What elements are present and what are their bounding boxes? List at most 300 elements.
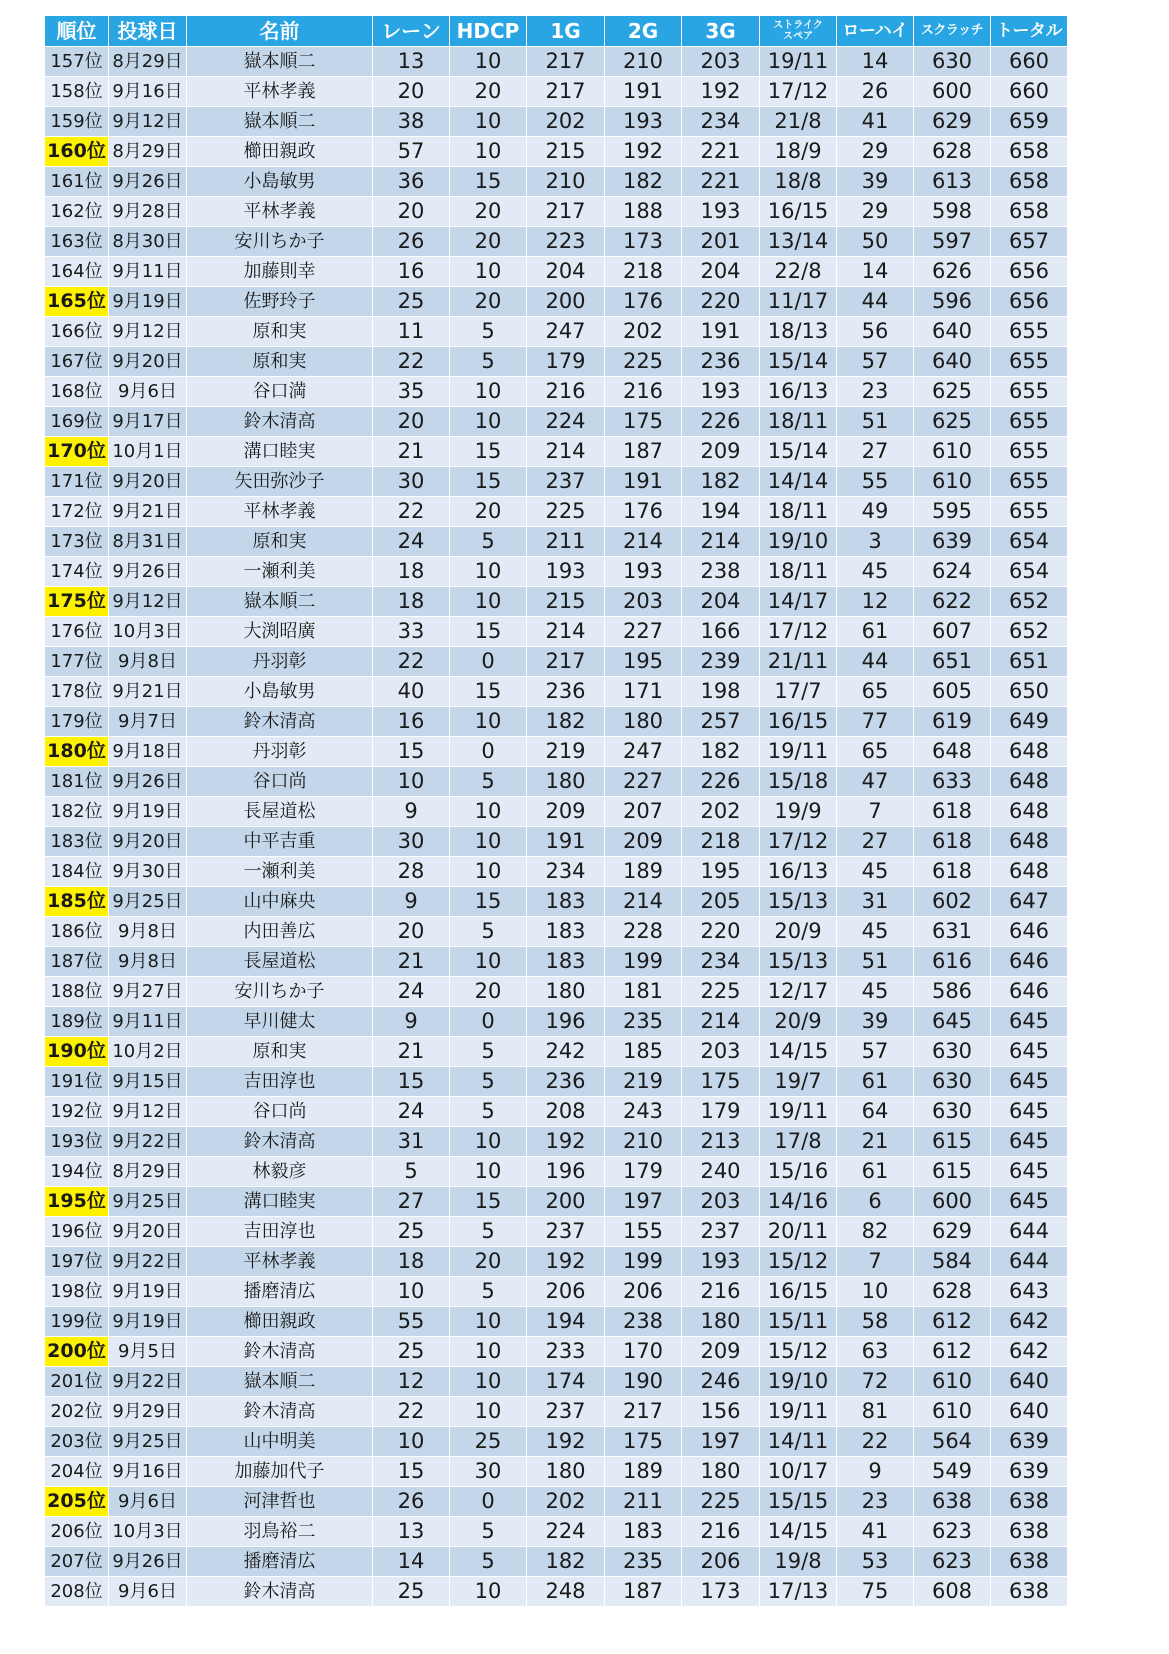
cell-rank: 158位 (45, 77, 109, 107)
table-row (45, 497, 1068, 527)
cell-game1: 225 (527, 497, 605, 527)
cell-game1: 202 (527, 1487, 605, 1517)
cell-scratch: 633 (914, 767, 991, 797)
cell-lane: 31 (373, 1127, 450, 1157)
cell-total: 656 (991, 257, 1068, 287)
cell-lane: 26 (373, 227, 450, 257)
table-row (45, 1577, 1068, 1607)
cell-game2: 210 (605, 1127, 682, 1157)
cell-date: 9月12日 (109, 317, 187, 347)
cell-scratch: 626 (914, 257, 991, 287)
cell-game1: 196 (527, 1157, 605, 1187)
header-hdcp: HDCP (450, 16, 527, 47)
cell-rank: 200位 (45, 1337, 109, 1367)
cell-lane: 33 (373, 617, 450, 647)
cell-hdcp: 20 (450, 1247, 527, 1277)
cell-date: 9月28日 (109, 197, 187, 227)
table-row (45, 857, 1068, 887)
cell-low-high: 21 (837, 1127, 914, 1157)
cell-game2: 175 (605, 407, 682, 437)
cell-date: 9月17日 (109, 407, 187, 437)
cell-name: 一瀬利美 (187, 857, 373, 887)
table-row (45, 317, 1068, 347)
cell-scratch: 584 (914, 1247, 991, 1277)
cell-lane: 11 (373, 317, 450, 347)
cell-rank: 172位 (45, 497, 109, 527)
cell-strike-spare: 13/14 (760, 227, 837, 257)
table-row (45, 1457, 1068, 1487)
cell-low-high: 22 (837, 1427, 914, 1457)
cell-total: 655 (991, 497, 1068, 527)
table-row (45, 197, 1068, 227)
cell-game1: 194 (527, 1307, 605, 1337)
cell-hdcp: 10 (450, 587, 527, 617)
cell-lane: 21 (373, 1037, 450, 1067)
cell-low-high: 56 (837, 317, 914, 347)
cell-strike-spare: 14/17 (760, 587, 837, 617)
cell-strike-spare: 18/13 (760, 317, 837, 347)
cell-name: 長屋道松 (187, 947, 373, 977)
cell-name: 平林孝義 (187, 1247, 373, 1277)
cell-strike-spare: 16/15 (760, 707, 837, 737)
table-row (45, 1217, 1068, 1247)
table-row (45, 917, 1068, 947)
cell-low-high: 72 (837, 1367, 914, 1397)
cell-low-high: 57 (837, 1037, 914, 1067)
cell-scratch: 624 (914, 557, 991, 587)
cell-strike-spare: 15/14 (760, 437, 837, 467)
cell-rank: 190位 (45, 1037, 109, 1067)
table-row (45, 1097, 1068, 1127)
cell-date: 9月19日 (109, 287, 187, 317)
cell-scratch: 623 (914, 1517, 991, 1547)
cell-game2: 225 (605, 347, 682, 377)
cell-game2: 247 (605, 737, 682, 767)
cell-game2: 210 (605, 47, 682, 77)
cell-game2: 190 (605, 1367, 682, 1397)
cell-low-high: 45 (837, 557, 914, 587)
cell-game2: 211 (605, 1487, 682, 1517)
cell-rank: 162位 (45, 197, 109, 227)
cell-scratch: 608 (914, 1577, 991, 1607)
table-row (45, 1397, 1068, 1427)
cell-lane: 26 (373, 1487, 450, 1517)
cell-game1: 219 (527, 737, 605, 767)
cell-scratch: 629 (914, 107, 991, 137)
cell-low-high: 3 (837, 527, 914, 557)
cell-game1: 237 (527, 467, 605, 497)
cell-game1: 216 (527, 377, 605, 407)
cell-low-high: 23 (837, 377, 914, 407)
cell-total: 649 (991, 707, 1068, 737)
cell-game1: 208 (527, 1097, 605, 1127)
cell-name: 平林孝義 (187, 197, 373, 227)
cell-lane: 25 (373, 1577, 450, 1607)
cell-scratch: 615 (914, 1127, 991, 1157)
cell-strike-spare: 19/11 (760, 1397, 837, 1427)
cell-game2: 214 (605, 887, 682, 917)
cell-name: 平林孝義 (187, 497, 373, 527)
cell-low-high: 63 (837, 1337, 914, 1367)
cell-date: 9月20日 (109, 1217, 187, 1247)
cell-game3: 214 (682, 527, 760, 557)
cell-scratch: 616 (914, 947, 991, 977)
cell-name: 吉田淳也 (187, 1217, 373, 1247)
table-row (45, 1007, 1068, 1037)
table-row (45, 887, 1068, 917)
cell-name: 嶽本順二 (187, 47, 373, 77)
cell-low-high: 61 (837, 1157, 914, 1187)
cell-strike-spare: 19/7 (760, 1067, 837, 1097)
cell-scratch: 638 (914, 1487, 991, 1517)
cell-rank: 206位 (45, 1517, 109, 1547)
cell-game3: 240 (682, 1157, 760, 1187)
table-row (45, 797, 1068, 827)
cell-hdcp: 10 (450, 827, 527, 857)
cell-hdcp: 10 (450, 1337, 527, 1367)
cell-name: 櫛田親政 (187, 1307, 373, 1337)
cell-rank: 193位 (45, 1127, 109, 1157)
cell-game2: 171 (605, 677, 682, 707)
cell-rank: 194位 (45, 1157, 109, 1187)
cell-hdcp: 10 (450, 1307, 527, 1337)
cell-rank: 163位 (45, 227, 109, 257)
cell-scratch: 640 (914, 347, 991, 377)
cell-total: 655 (991, 407, 1068, 437)
cell-low-high: 29 (837, 197, 914, 227)
cell-game1: 217 (527, 47, 605, 77)
cell-game1: 200 (527, 1187, 605, 1217)
header-scratch: スクラッチ (914, 16, 991, 47)
cell-low-high: 53 (837, 1547, 914, 1577)
cell-total: 639 (991, 1457, 1068, 1487)
cell-strike-spare: 17/12 (760, 617, 837, 647)
cell-strike-spare: 19/9 (760, 797, 837, 827)
cell-game2: 206 (605, 1277, 682, 1307)
cell-game1: 182 (527, 1547, 605, 1577)
cell-lane: 22 (373, 347, 450, 377)
cell-scratch: 613 (914, 167, 991, 197)
cell-game3: 236 (682, 347, 760, 377)
cell-scratch: 630 (914, 1097, 991, 1127)
cell-rank: 177位 (45, 647, 109, 677)
cell-game1: 179 (527, 347, 605, 377)
cell-game3: 191 (682, 317, 760, 347)
cell-game1: 196 (527, 1007, 605, 1037)
table-row (45, 767, 1068, 797)
cell-hdcp: 5 (450, 1067, 527, 1097)
cell-strike-spare: 14/11 (760, 1427, 837, 1457)
header-game1: 1G (527, 16, 605, 47)
cell-lane: 24 (373, 977, 450, 1007)
cell-game1: 214 (527, 437, 605, 467)
cell-scratch: 630 (914, 1067, 991, 1097)
cell-lane: 24 (373, 527, 450, 557)
cell-game1: 215 (527, 587, 605, 617)
cell-low-high: 27 (837, 437, 914, 467)
cell-scratch: 625 (914, 407, 991, 437)
cell-game1: 248 (527, 1577, 605, 1607)
cell-scratch: 610 (914, 1367, 991, 1397)
cell-strike-spare: 18/8 (760, 167, 837, 197)
cell-hdcp: 10 (450, 377, 527, 407)
cell-hdcp: 0 (450, 1007, 527, 1037)
cell-lane: 22 (373, 647, 450, 677)
cell-lane: 30 (373, 467, 450, 497)
cell-strike-spare: 17/12 (760, 827, 837, 857)
cell-name: 山中明美 (187, 1427, 373, 1457)
cell-scratch: 625 (914, 377, 991, 407)
cell-game3: 220 (682, 917, 760, 947)
cell-hdcp: 10 (450, 857, 527, 887)
cell-game3: 203 (682, 1187, 760, 1217)
cell-game3: 216 (682, 1277, 760, 1307)
cell-name: 内田善広 (187, 917, 373, 947)
cell-hdcp: 10 (450, 1397, 527, 1427)
table-row (45, 437, 1068, 467)
cell-date: 9月11日 (109, 257, 187, 287)
cell-game2: 189 (605, 857, 682, 887)
cell-hdcp: 20 (450, 497, 527, 527)
cell-lane: 40 (373, 677, 450, 707)
cell-hdcp: 15 (450, 167, 527, 197)
cell-game3: 180 (682, 1307, 760, 1337)
cell-lane: 57 (373, 137, 450, 167)
cell-game2: 227 (605, 617, 682, 647)
cell-name: 播磨清広 (187, 1277, 373, 1307)
cell-game3: 213 (682, 1127, 760, 1157)
cell-game2: 155 (605, 1217, 682, 1247)
cell-date: 8月29日 (109, 47, 187, 77)
cell-game3: 204 (682, 257, 760, 287)
cell-total: 655 (991, 317, 1068, 347)
cell-total: 638 (991, 1517, 1068, 1547)
cell-game3: 194 (682, 497, 760, 527)
cell-game3: 209 (682, 1337, 760, 1367)
cell-name: 鈴木清高 (187, 1337, 373, 1367)
cell-strike-spare: 19/10 (760, 1367, 837, 1397)
cell-low-high: 45 (837, 977, 914, 1007)
cell-lane: 15 (373, 737, 450, 767)
cell-rank: 166位 (45, 317, 109, 347)
cell-name: 一瀬利美 (187, 557, 373, 587)
cell-game3: 221 (682, 167, 760, 197)
cell-date: 9月16日 (109, 1457, 187, 1487)
cell-game2: 191 (605, 77, 682, 107)
cell-name: 中平吉重 (187, 827, 373, 857)
cell-strike-spare: 17/8 (760, 1127, 837, 1157)
cell-game2: 219 (605, 1067, 682, 1097)
cell-scratch: 628 (914, 137, 991, 167)
cell-scratch: 610 (914, 1397, 991, 1427)
cell-name: 原和実 (187, 1037, 373, 1067)
cell-date: 8月31日 (109, 527, 187, 557)
cell-game1: 204 (527, 257, 605, 287)
cell-low-high: 49 (837, 497, 914, 527)
cell-game2: 216 (605, 377, 682, 407)
cell-low-high: 65 (837, 737, 914, 767)
cell-scratch: 619 (914, 707, 991, 737)
cell-scratch: 639 (914, 527, 991, 557)
cell-strike-spare: 19/11 (760, 47, 837, 77)
cell-scratch: 596 (914, 287, 991, 317)
cell-low-high: 47 (837, 767, 914, 797)
cell-strike-spare: 16/13 (760, 377, 837, 407)
cell-low-high: 12 (837, 587, 914, 617)
cell-hdcp: 15 (450, 467, 527, 497)
cell-rank: 164位 (45, 257, 109, 287)
cell-scratch: 630 (914, 47, 991, 77)
cell-lane: 27 (373, 1187, 450, 1217)
table-row (45, 1307, 1068, 1337)
cell-date: 10月1日 (109, 437, 187, 467)
cell-hdcp: 30 (450, 1457, 527, 1487)
cell-rank: 160位 (45, 137, 109, 167)
cell-name: 原和実 (187, 317, 373, 347)
table-row (45, 827, 1068, 857)
cell-date: 10月3日 (109, 1517, 187, 1547)
cell-hdcp: 25 (450, 1427, 527, 1457)
cell-total: 647 (991, 887, 1068, 917)
cell-hdcp: 0 (450, 737, 527, 767)
cell-date: 9月7日 (109, 707, 187, 737)
cell-low-high: 41 (837, 1517, 914, 1547)
cell-total: 645 (991, 1067, 1068, 1097)
cell-game3: 214 (682, 1007, 760, 1037)
cell-scratch: 618 (914, 857, 991, 887)
cell-rank: 185位 (45, 887, 109, 917)
cell-total: 644 (991, 1247, 1068, 1277)
cell-game3: 234 (682, 947, 760, 977)
cell-game1: 209 (527, 797, 605, 827)
cell-lane: 25 (373, 1337, 450, 1367)
cell-total: 643 (991, 1277, 1068, 1307)
cell-hdcp: 20 (450, 77, 527, 107)
cell-game1: 214 (527, 617, 605, 647)
cell-hdcp: 20 (450, 197, 527, 227)
cell-scratch: 623 (914, 1547, 991, 1577)
cell-hdcp: 15 (450, 677, 527, 707)
cell-rank: 207位 (45, 1547, 109, 1577)
cell-name: 大渕昭廣 (187, 617, 373, 647)
cell-lane: 15 (373, 1457, 450, 1487)
cell-scratch: 598 (914, 197, 991, 227)
cell-date: 9月26日 (109, 557, 187, 587)
table-row (45, 1127, 1068, 1157)
cell-total: 655 (991, 347, 1068, 377)
cell-date: 10月3日 (109, 617, 187, 647)
cell-strike-spare: 17/7 (760, 677, 837, 707)
cell-strike-spare: 19/11 (760, 1097, 837, 1127)
cell-scratch: 602 (914, 887, 991, 917)
cell-strike-spare: 21/8 (760, 107, 837, 137)
cell-game2: 185 (605, 1037, 682, 1067)
cell-date: 9月25日 (109, 1427, 187, 1457)
header-low-high: ローハイ (837, 16, 914, 47)
cell-rank: 199位 (45, 1307, 109, 1337)
cell-date: 9月20日 (109, 827, 187, 857)
cell-game3: 234 (682, 107, 760, 137)
cell-lane: 5 (373, 1157, 450, 1187)
cell-total: 658 (991, 197, 1068, 227)
cell-total: 640 (991, 1367, 1068, 1397)
cell-hdcp: 10 (450, 557, 527, 587)
cell-date: 9月26日 (109, 167, 187, 197)
cell-game3: 180 (682, 1457, 760, 1487)
cell-game3: 238 (682, 557, 760, 587)
cell-game1: 202 (527, 107, 605, 137)
cell-lane: 25 (373, 1217, 450, 1247)
cell-total: 642 (991, 1337, 1068, 1367)
cell-total: 659 (991, 107, 1068, 137)
cell-rank: 183位 (45, 827, 109, 857)
cell-lane: 21 (373, 947, 450, 977)
cell-low-high: 27 (837, 827, 914, 857)
cell-total: 655 (991, 377, 1068, 407)
cell-lane: 10 (373, 1277, 450, 1307)
cell-game1: 183 (527, 947, 605, 977)
cell-date: 9月8日 (109, 917, 187, 947)
table-row (45, 1547, 1068, 1577)
cell-hdcp: 0 (450, 647, 527, 677)
cell-scratch: 615 (914, 1157, 991, 1187)
header-strike-spare: ストライク スペア (760, 16, 837, 47)
cell-date: 9月26日 (109, 1547, 187, 1577)
cell-rank: 171位 (45, 467, 109, 497)
table-row (45, 677, 1068, 707)
cell-low-high: 50 (837, 227, 914, 257)
cell-game3: 237 (682, 1217, 760, 1247)
table-row (45, 107, 1068, 137)
cell-rank: 170位 (45, 437, 109, 467)
cell-total: 645 (991, 1007, 1068, 1037)
cell-game1: 210 (527, 167, 605, 197)
cell-date: 9月6日 (109, 1487, 187, 1517)
cell-strike-spare: 10/17 (760, 1457, 837, 1487)
cell-name: 鈴木清高 (187, 1127, 373, 1157)
cell-total: 660 (991, 47, 1068, 77)
cell-game1: 174 (527, 1367, 605, 1397)
cell-total: 648 (991, 737, 1068, 767)
cell-date: 9月18日 (109, 737, 187, 767)
cell-total: 646 (991, 977, 1068, 1007)
cell-game2: 199 (605, 947, 682, 977)
table-row (45, 1187, 1068, 1217)
cell-total: 648 (991, 767, 1068, 797)
cell-hdcp: 10 (450, 1367, 527, 1397)
cell-game2: 179 (605, 1157, 682, 1187)
cell-name: 櫛田親政 (187, 137, 373, 167)
cell-game3: 201 (682, 227, 760, 257)
table-row (45, 1157, 1068, 1187)
cell-strike-spare: 12/17 (760, 977, 837, 1007)
cell-date: 8月29日 (109, 1157, 187, 1187)
cell-rank: 188位 (45, 977, 109, 1007)
cell-scratch: 607 (914, 617, 991, 647)
cell-strike-spare: 15/13 (760, 947, 837, 977)
cell-total: 645 (991, 1097, 1068, 1127)
cell-game1: 211 (527, 527, 605, 557)
score-table (44, 15, 1068, 1607)
cell-rank: 175位 (45, 587, 109, 617)
cell-lane: 10 (373, 767, 450, 797)
cell-rank: 198位 (45, 1277, 109, 1307)
cell-hdcp: 5 (450, 347, 527, 377)
cell-lane: 16 (373, 257, 450, 287)
header-game3: 3G (682, 16, 760, 47)
cell-scratch: 600 (914, 77, 991, 107)
cell-total: 644 (991, 1217, 1068, 1247)
